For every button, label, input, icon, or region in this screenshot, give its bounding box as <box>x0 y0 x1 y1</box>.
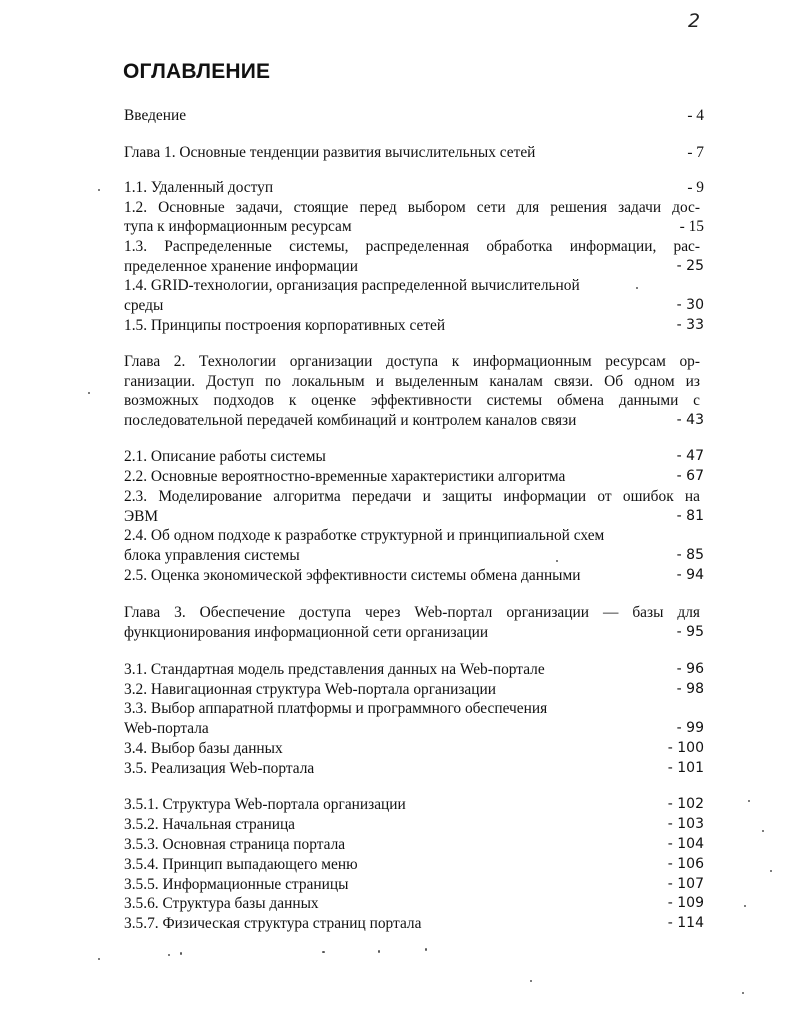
scan-speck <box>770 870 772 872</box>
toc-entry-title: 3.4. Выбор базы данных <box>124 740 283 757</box>
page-number: 2 <box>688 10 701 32</box>
scan-speck <box>530 980 532 982</box>
toc-entry-page: - 94 <box>676 567 704 583</box>
scan-speck <box>98 958 100 960</box>
toc-entry-title: Глава 1. Основные тенденции развития вычислительных сетей <box>124 144 536 161</box>
toc-entry-page: - 47 <box>676 448 704 464</box>
toc-entry-title-line: тупа к информационным ресурсам <box>124 218 352 235</box>
toc-entry-title-line: возможных подходов к оценке эффективности системы обмена данными с <box>124 392 700 409</box>
toc-entry-title: 3.5.5. Информационные страницы <box>124 876 349 893</box>
toc-entry-page: - 15 <box>679 218 704 235</box>
toc-entry-title-line: пределенное хранение информации <box>124 258 358 275</box>
toc-entry-title: 3.5.1. Структура Web-портала организации <box>124 796 406 813</box>
toc-entry-title-line: Web-портала <box>124 720 209 737</box>
toc-entry-page: - 85 <box>676 547 704 563</box>
scan-speck <box>378 950 380 953</box>
toc-entry-page: - 100 <box>667 740 704 756</box>
toc-entry-title: 3.2. Навигационная структура Web-портала организации <box>124 681 496 698</box>
toc-entry-title: 1.1. Удаленный доступ <box>124 179 274 196</box>
toc-entry-page: - 96 <box>676 661 704 677</box>
toc-entry-title-line: ганизации. Доступ по локальным и выделенным каналам связи. Об одном из <box>124 373 700 390</box>
scan-speck <box>168 954 170 956</box>
toc-entry-title-line: Глава 3. Обеспечение доступа через Web-портал организации — базы для <box>124 604 700 621</box>
toc-entry-title-line: 2.4. Об одном подходе к разработке структурной и принципиальной схем <box>124 527 605 544</box>
toc-entry-title-line: функционирования информационной сети организации <box>124 624 489 641</box>
scan-speck <box>762 830 764 832</box>
toc-entry-title: 3.1. Стандартная модель представления данных на Web-портале <box>124 661 545 678</box>
toc-entry-page: - 43 <box>676 412 704 428</box>
scan-speck <box>322 951 325 953</box>
toc-entry-title: 2.5. Оценка экономической эффективности системы обмена данными <box>124 567 581 584</box>
toc-entry-page: - 33 <box>676 317 704 333</box>
scan-speck <box>425 948 427 951</box>
toc-entry-title: 3.5. Реализация Web-портала <box>124 760 315 777</box>
toc-entry-title: 1.5. Принципы построения корпоративных сетей <box>124 317 446 334</box>
toc-entry-title: 3.5.2. Начальная страница <box>124 816 296 833</box>
toc-entry-page: - 30 <box>676 297 704 313</box>
toc-entry-title: 3.5.6. Структура базы данных <box>124 895 319 912</box>
toc-entry-page: - 81 <box>676 508 704 524</box>
toc-entry-title-line: Глава 2. Технологии организации доступа к информационным ресурсам ор- <box>124 353 700 370</box>
scan-speck <box>748 800 750 802</box>
scan-speck <box>742 992 744 994</box>
toc-entry-page: - 25 <box>676 258 704 274</box>
toc-entry-title-line: 1.4. GRID-технологии, организация распределенной вычислительной <box>124 277 580 294</box>
toc-entry-page: - 101 <box>667 760 704 776</box>
toc-entry-title: Введение <box>124 107 187 124</box>
scan-speck <box>636 287 638 289</box>
toc-entry-title-line: 3.3. Выбор аппаратной платформы и программного обеспечения <box>124 700 548 717</box>
scan-speck <box>98 189 100 191</box>
toc-entry-title: 3.5.4. Принцип выпадающего меню <box>124 856 358 873</box>
scan-speck <box>88 392 90 394</box>
toc-entry-page: - 99 <box>676 720 704 736</box>
toc-entry-page: - 9 <box>687 179 704 196</box>
toc-entry-page: - 102 <box>667 796 704 812</box>
toc-entry-page: - 7 <box>687 144 704 161</box>
toc-entry-page: - 4 <box>687 107 704 124</box>
toc-entry-title-line: 1.2. Основные задачи, стоящие перед выбором сети для решения задачи дос- <box>124 199 700 216</box>
toc-entry-page: - 109 <box>667 895 704 911</box>
toc-entry-page: - 67 <box>676 468 704 484</box>
toc-heading: ОГЛАВЛЕНИЕ <box>123 60 271 83</box>
toc-entry-title-line: последовательной передачей комбинаций и контролем каналов связи <box>124 412 577 429</box>
toc-entry-page: - 98 <box>676 681 704 697</box>
toc-entry-title: 2.2. Основные вероятностно-временные характеристики алгоритма <box>124 468 566 485</box>
scan-speck <box>744 905 746 907</box>
toc-entry-page: - 103 <box>667 816 704 832</box>
toc-entry-title-line: 2.3. Моделирование алгоритма передачи и защиты информации от ошибок на <box>124 488 700 505</box>
toc-entry-page: - 106 <box>667 856 704 872</box>
toc-entry-title-line: среды <box>124 297 164 314</box>
toc-entry-page: - 107 <box>667 876 704 892</box>
toc-entry-title: 3.5.7. Физическая структура страниц портала <box>124 915 422 932</box>
toc-entry-page: - 104 <box>667 836 704 852</box>
scan-speck <box>556 560 558 562</box>
toc-entry-page: - 95 <box>676 624 704 640</box>
toc-entry-title: 2.1. Описание работы системы <box>124 448 326 465</box>
toc-entry-title-line: блока управления системы <box>124 547 300 564</box>
toc-entry-title-line: ЭВМ <box>124 508 159 525</box>
scan-speck <box>180 952 182 955</box>
toc-entry-title: 3.5.3. Основная страница портала <box>124 836 346 853</box>
toc-entry-page: - 114 <box>667 915 704 931</box>
toc-entry-title-line: 1.3. Распределенные системы, распределенная обработка информации, рас- <box>124 238 700 255</box>
